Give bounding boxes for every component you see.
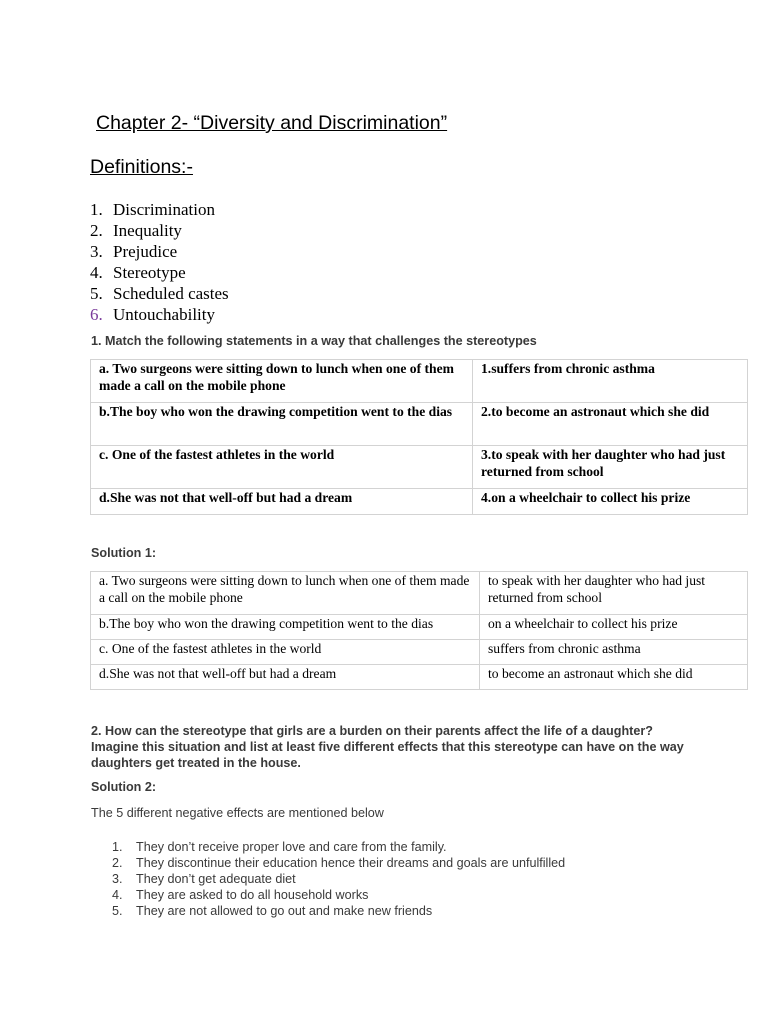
- table-cell: a. Two surgeons were sitting down to lunch when one of them made a call on the mobile phone: [91, 572, 480, 615]
- effect-text: They discontinue their education hence their dreams and goals are unfulfilled: [136, 856, 566, 870]
- table-cell: on a wheelchair to collect his prize: [480, 615, 748, 640]
- solution-1-heading: Solution 1:: [91, 546, 157, 560]
- solution-table: [90, 571, 748, 690]
- table-row: [91, 665, 748, 690]
- table-row: [91, 403, 748, 446]
- list-item: [90, 304, 229, 325]
- list-item: [90, 199, 229, 220]
- table-cell: c. One of the fastest athletes in the world: [91, 640, 480, 665]
- effect-text: They are not allowed to go out and make new friends: [136, 904, 433, 918]
- list-number: 4.: [112, 888, 123, 902]
- table-cell: c. One of the fastest athletes in the world: [91, 446, 473, 489]
- match-table: [90, 359, 748, 515]
- list-item: [112, 903, 565, 919]
- list-item: [112, 855, 565, 871]
- table-cell: b.The boy who won the drawing competition went to the dias: [91, 403, 473, 446]
- solution-2-heading: Solution 2:: [91, 780, 157, 794]
- table-cell: suffers from chronic asthma: [480, 640, 748, 665]
- definitions-heading: Definitions:-: [90, 156, 193, 178]
- table-row: [91, 489, 748, 515]
- table-row: [91, 360, 748, 403]
- list-number: 2.: [90, 221, 103, 240]
- list-number: 5.: [112, 904, 123, 918]
- definitions-list: [90, 199, 229, 325]
- table-row: [91, 446, 748, 489]
- table-cell: 3.to speak with her daughter who had just returned from school: [473, 446, 748, 489]
- definition-term: Scheduled castes: [113, 284, 229, 303]
- list-item: [90, 262, 229, 283]
- list-item: [90, 241, 229, 262]
- table-cell: a. Two surgeons were sitting down to lunch when one of them made a call on the mobile phone: [91, 360, 473, 403]
- definition-term: Untouchability: [113, 305, 215, 324]
- list-number: 1.: [112, 840, 123, 854]
- effect-text: They don’t get adequate diet: [136, 872, 296, 886]
- table-row: [91, 572, 748, 615]
- table-cell: to speak with her daughter who had just returned from school: [480, 572, 748, 615]
- list-item: [112, 887, 565, 903]
- effect-text: They are asked to do all household works: [136, 888, 369, 902]
- list-number: 2.: [112, 856, 123, 870]
- definition-term: Stereotype: [113, 263, 186, 282]
- list-item: [90, 220, 229, 241]
- question-1: 1. Match the following statements in a way that challenges the stereotypes: [91, 334, 537, 348]
- list-item: [112, 839, 565, 855]
- table-cell: d.She was not that well-off but had a dream: [91, 665, 480, 690]
- table-cell: 1.suffers from chronic asthma: [473, 360, 748, 403]
- list-item: [112, 871, 565, 887]
- list-number: 1.: [90, 200, 103, 219]
- list-number: 4.: [90, 263, 103, 282]
- table-cell: d.She was not that well-off but had a dream: [91, 489, 473, 515]
- list-number: 6.: [90, 305, 103, 324]
- solution-2-intro: The 5 different negative effects are mentioned below: [91, 806, 384, 820]
- table-cell: 2.to become an astronaut which she did: [473, 403, 748, 446]
- effects-list: [112, 839, 565, 919]
- table-cell: to become an astronaut which she did: [480, 665, 748, 690]
- definition-term: Discrimination: [113, 200, 215, 219]
- table-cell: 4.on a wheelchair to collect his prize: [473, 489, 748, 515]
- definition-term: Inequality: [113, 221, 182, 240]
- list-number: 3.: [90, 242, 103, 261]
- list-item: [90, 283, 229, 304]
- definition-term: Prejudice: [113, 242, 178, 261]
- table-cell: b.The boy who won the drawing competition went to the dias: [91, 615, 480, 640]
- list-number: 5.: [90, 284, 103, 303]
- question-2: 2. How can the stereotype that girls are a burden on their parents affect the life of a daughter? Imagine this situation and list at least five different effects that this stereotype can have on the way daughters get treated in the house.: [91, 724, 684, 770]
- table-row: [91, 640, 748, 665]
- list-number: 3.: [112, 872, 123, 886]
- chapter-title: Chapter 2- “Diversity and Discrimination”: [96, 112, 448, 134]
- table-row: [91, 615, 748, 640]
- effect-text: They don’t receive proper love and care from the family.: [136, 840, 447, 854]
